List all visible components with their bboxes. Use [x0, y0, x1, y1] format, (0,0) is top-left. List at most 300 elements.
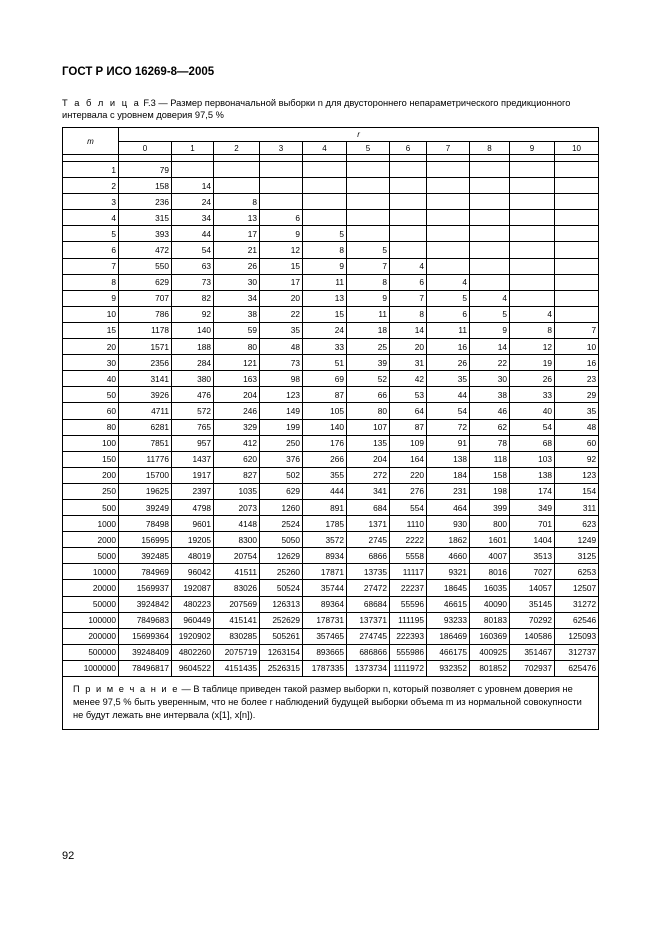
sample-size-cell: 6253 [555, 564, 599, 580]
sample-size-cell: 444 [303, 483, 347, 499]
m-value-cell: 6 [63, 242, 119, 258]
sample-size-cell: 786 [119, 306, 172, 322]
sample-size-cell [260, 162, 303, 178]
sample-size-cell: 1601 [470, 532, 510, 548]
sample-size-cell [555, 242, 599, 258]
sample-size-cell: 60 [555, 435, 599, 451]
sample-size-cell: 29 [555, 387, 599, 403]
sample-size-cell: 684 [347, 499, 390, 515]
spacer-cell [347, 155, 390, 162]
sample-size-cell: 87 [303, 387, 347, 403]
spacer-cell [303, 155, 347, 162]
sample-size-cell: 8016 [470, 564, 510, 580]
m-value-cell: 50 [63, 387, 119, 403]
sample-size-cell: 204 [347, 451, 390, 467]
sample-size-cell: 550 [119, 258, 172, 274]
sample-size-cell [555, 194, 599, 210]
sample-size-cell: 15 [260, 258, 303, 274]
sample-size-cell: 707 [119, 290, 172, 306]
sample-size-cell: 118 [470, 451, 510, 467]
table-row [63, 499, 599, 515]
sample-size-cell [347, 194, 390, 210]
sample-size-cell: 701 [510, 516, 555, 532]
sample-size-cell: 412 [214, 435, 260, 451]
sample-size-cell: 69 [303, 371, 347, 387]
table-row [63, 194, 599, 210]
sample-size-cell: 25 [347, 339, 390, 355]
spacer-cell [427, 155, 470, 162]
sample-size-cell: 68 [510, 435, 555, 451]
sample-size-cell: 4148 [214, 516, 260, 532]
sample-size-cell [427, 194, 470, 210]
sample-size-cell: 464 [427, 499, 470, 515]
sample-size-cell: 466175 [427, 644, 470, 660]
sample-size-cell: 266 [303, 451, 347, 467]
table-row [63, 355, 599, 371]
sample-size-cell: 92 [555, 451, 599, 467]
sample-size-cell: 149 [260, 403, 303, 419]
sample-size-cell: 207569 [214, 596, 260, 612]
sample-size-cell: 2075719 [214, 644, 260, 660]
spacer-row [63, 155, 599, 162]
sample-size-cell: 174 [510, 483, 555, 499]
sample-size-cell: 121 [214, 355, 260, 371]
sample-size-cell [172, 162, 214, 178]
sample-size-cell: 1437 [172, 451, 214, 467]
sample-size-cell: 1862 [427, 532, 470, 548]
sample-size-cell: 31 [390, 355, 427, 371]
sample-size-cell: 7027 [510, 564, 555, 580]
caption-label: Т а б л и ц а [62, 98, 141, 108]
sample-size-cell: 349 [510, 499, 555, 515]
sample-size-cell: 6 [427, 306, 470, 322]
sample-size-cell: 19205 [172, 532, 214, 548]
sample-size-cell: 765 [172, 419, 214, 435]
sample-size-cell: 30 [214, 274, 260, 290]
sample-size-cell: 312737 [555, 644, 599, 660]
sample-size-cell: 7849683 [119, 612, 172, 628]
table-row [63, 210, 599, 226]
sample-size-cell: 3924842 [119, 596, 172, 612]
sample-size-cell: 7851 [119, 435, 172, 451]
sample-size-cell: 12629 [260, 548, 303, 564]
sample-size-cell: 52 [347, 371, 390, 387]
sample-size-cell [510, 274, 555, 290]
sample-size-cell: 4151435 [214, 660, 260, 676]
sample-size-cell: 59 [214, 322, 260, 338]
m-value-cell: 1000 [63, 516, 119, 532]
sample-size-cell [390, 178, 427, 194]
sample-size-cell: 184 [427, 467, 470, 483]
sample-size-cell [470, 274, 510, 290]
sample-size-cell: 3513 [510, 548, 555, 564]
sample-size-cell: 5 [347, 242, 390, 258]
sample-size-cell: 107 [347, 419, 390, 435]
sample-size-cell: 8300 [214, 532, 260, 548]
sample-size-cell: 1571 [119, 339, 172, 355]
sample-size-cell: 623 [555, 516, 599, 532]
sample-size-cell: 625476 [555, 660, 599, 676]
sample-size-cell: 957 [172, 435, 214, 451]
table-row [63, 419, 599, 435]
sample-size-cell: 8 [510, 322, 555, 338]
sample-size-cell [555, 274, 599, 290]
sample-size-cell: 14 [172, 178, 214, 194]
sample-size-cell: 555986 [390, 644, 427, 660]
r-value-header: 8 [470, 142, 510, 155]
sample-size-cell: 22 [260, 306, 303, 322]
sample-size-cell: 125093 [555, 628, 599, 644]
m-value-cell: 500000 [63, 644, 119, 660]
table-row [63, 660, 599, 676]
r-value-header: 1 [172, 142, 214, 155]
sample-size-cell [347, 226, 390, 242]
sample-size-cell: 10 [555, 339, 599, 355]
sample-size-cell [470, 258, 510, 274]
sample-size-cell: 376 [260, 451, 303, 467]
sample-size-cell: 17 [214, 226, 260, 242]
sample-size-cell: 137371 [347, 612, 390, 628]
sample-size-cell: 156995 [119, 532, 172, 548]
sample-size-cell: 188 [172, 339, 214, 355]
sample-size-cell: 35 [427, 371, 470, 387]
sample-size-cell: 252629 [260, 612, 303, 628]
sample-size-cell [510, 226, 555, 242]
sample-size-cell: 6281 [119, 419, 172, 435]
r-value-header: 6 [390, 142, 427, 155]
table-row [63, 371, 599, 387]
spacer-cell [63, 155, 119, 162]
sample-size-cell: 40090 [470, 596, 510, 612]
sample-size-cell: 35 [555, 403, 599, 419]
sample-size-cell: 26 [427, 355, 470, 371]
sample-size-cell: 82 [172, 290, 214, 306]
table-row [63, 290, 599, 306]
sample-size-cell: 24 [303, 322, 347, 338]
table-row [63, 596, 599, 612]
table-row [63, 226, 599, 242]
sample-size-cell: 15700 [119, 467, 172, 483]
m-value-cell: 150 [63, 451, 119, 467]
sample-size-cell: 274745 [347, 628, 390, 644]
sample-size-cell [427, 162, 470, 178]
sample-size-cell: 93233 [427, 612, 470, 628]
m-value-cell: 9 [63, 290, 119, 306]
sample-size-cell: 893665 [303, 644, 347, 660]
m-value-cell: 2000 [63, 532, 119, 548]
sample-size-cell: 164 [390, 451, 427, 467]
sample-size-cell: 246 [214, 403, 260, 419]
m-value-cell: 20 [63, 339, 119, 355]
sample-size-cell: 39 [347, 355, 390, 371]
sample-size-cell [510, 290, 555, 306]
sample-size-cell: 7 [347, 258, 390, 274]
sample-size-cell: 311 [555, 499, 599, 515]
sample-size-cell: 13735 [347, 564, 390, 580]
sample-size-cell: 44 [172, 226, 214, 242]
table-row [63, 403, 599, 419]
sample-size-cell: 827 [214, 467, 260, 483]
sample-size-cell: 73 [172, 274, 214, 290]
sample-size-cell: 3141 [119, 371, 172, 387]
sample-size-cell [510, 178, 555, 194]
sample-size-cell: 87 [390, 419, 427, 435]
sample-size-cell [555, 178, 599, 194]
sample-size-cell: 33 [510, 387, 555, 403]
sample-size-cell [510, 194, 555, 210]
sample-size-cell: 126313 [260, 596, 303, 612]
r-group-header: r [119, 128, 599, 142]
sample-size-cell: 30 [470, 371, 510, 387]
sample-size-cell: 1785 [303, 516, 347, 532]
sample-size-cell: 6 [260, 210, 303, 226]
spacer-cell [510, 155, 555, 162]
table-row [63, 580, 599, 596]
sample-size-cell: 222393 [390, 628, 427, 644]
sample-size-cell [470, 242, 510, 258]
sample-size-cell: 3572 [303, 532, 347, 548]
sample-size-cell [303, 178, 347, 194]
sample-size-cell: 198 [470, 483, 510, 499]
m-value-cell: 5 [63, 226, 119, 242]
sample-size-cell: 801852 [470, 660, 510, 676]
m-value-cell: 1000000 [63, 660, 119, 676]
sample-size-cell: 11117 [390, 564, 427, 580]
table-caption [62, 98, 602, 121]
sample-size-cell: 341 [347, 483, 390, 499]
table-row [63, 483, 599, 499]
sample-size-cell: 4 [470, 290, 510, 306]
sample-size-cell: 16035 [470, 580, 510, 596]
sample-size-cell: 7 [555, 322, 599, 338]
table-row [63, 387, 599, 403]
sample-size-cell [390, 226, 427, 242]
sample-size-cell: 54 [510, 419, 555, 435]
sample-size-cell: 8 [214, 194, 260, 210]
table-row [63, 548, 599, 564]
sample-size-cell: 154 [555, 483, 599, 499]
sample-size-cell: 9601 [172, 516, 214, 532]
r-value-header: 2 [214, 142, 260, 155]
sample-size-cell: 231 [427, 483, 470, 499]
spacer-cell [470, 155, 510, 162]
sample-size-cell: 54 [427, 403, 470, 419]
table-row [63, 516, 599, 532]
sample-size-cell [214, 178, 260, 194]
sample-size-cell: 80183 [470, 612, 510, 628]
m-value-cell: 200 [63, 467, 119, 483]
sample-size-cell: 17871 [303, 564, 347, 580]
sample-size-cell: 392485 [119, 548, 172, 564]
sample-size-cell: 24 [172, 194, 214, 210]
sample-size-cell: 220 [390, 467, 427, 483]
table-row [63, 306, 599, 322]
sample-size-cell: 1920902 [172, 628, 214, 644]
sample-size-cell: 178731 [303, 612, 347, 628]
m-value-cell: 10 [63, 306, 119, 322]
sample-size-cell: 1787335 [303, 660, 347, 676]
sample-size-cell: 5050 [260, 532, 303, 548]
sample-size-cell [470, 162, 510, 178]
caption-text: — Размер первоначальной выборки n для двустороннего непараметрического предикционного интервала с уровнем доверия 97,5 % [62, 98, 571, 120]
sample-size-cell: 48 [260, 339, 303, 355]
sample-size-cell: 2356 [119, 355, 172, 371]
sample-size-cell [303, 210, 347, 226]
sample-size-cell: 355 [303, 467, 347, 483]
sample-size-cell: 9321 [427, 564, 470, 580]
sample-size-cell: 72 [427, 419, 470, 435]
sample-size-cell: 96042 [172, 564, 214, 580]
sample-size-cell: 400925 [470, 644, 510, 660]
table-row [63, 178, 599, 194]
sample-size-cell: 18 [347, 322, 390, 338]
sample-size-cell: 4 [390, 258, 427, 274]
sample-size-cell: 2073 [214, 499, 260, 515]
sample-size-cell: 1404 [510, 532, 555, 548]
sample-size-cell [390, 162, 427, 178]
table-note [63, 677, 599, 730]
sample-size-cell: 3125 [555, 548, 599, 564]
sample-size-cell: 1260 [260, 499, 303, 515]
sample-size-cell: 35145 [510, 596, 555, 612]
r-value-header: 10 [555, 142, 599, 155]
table-row [63, 612, 599, 628]
table-body [63, 155, 599, 730]
sample-size-cell: 14 [390, 322, 427, 338]
sample-size-cell: 2524 [260, 516, 303, 532]
sample-size-cell: 4660 [427, 548, 470, 564]
sample-size-cell: 8 [390, 306, 427, 322]
sample-size-cell: 138 [510, 467, 555, 483]
sample-size-cell: 357465 [303, 628, 347, 644]
sample-size-cell: 123 [260, 387, 303, 403]
sample-size-cell: 53 [390, 387, 427, 403]
sample-size-cell [555, 306, 599, 322]
sample-size-cell: 9 [347, 290, 390, 306]
sample-size-cell: 1917 [172, 467, 214, 483]
sample-size-cell: 98 [260, 371, 303, 387]
spacer-cell [555, 155, 599, 162]
sample-size-cell [555, 210, 599, 226]
sample-size-cell: 12507 [555, 580, 599, 596]
sample-size-cell: 702937 [510, 660, 555, 676]
sample-size-cell: 27472 [347, 580, 390, 596]
sample-size-cell: 1110 [390, 516, 427, 532]
m-value-cell: 80 [63, 419, 119, 435]
sample-size-cell: 176 [303, 435, 347, 451]
sample-size-cell: 830285 [214, 628, 260, 644]
table-row [63, 532, 599, 548]
m-value-cell: 7 [63, 258, 119, 274]
table-row [63, 564, 599, 580]
sample-size-cell: 192087 [172, 580, 214, 596]
sample-size-cell: 13 [303, 290, 347, 306]
sample-size-cell: 11 [427, 322, 470, 338]
page-number: 92 [62, 850, 75, 862]
sample-size-cell: 1371 [347, 516, 390, 532]
sample-size-cell: 13 [214, 210, 260, 226]
sample-size-cell: 34 [172, 210, 214, 226]
sample-size-cell: 17 [260, 274, 303, 290]
m-value-cell: 3 [63, 194, 119, 210]
table-row [63, 242, 599, 258]
sample-size-cell: 236 [119, 194, 172, 210]
m-value-cell: 20000 [63, 580, 119, 596]
sample-size-cell: 31272 [555, 596, 599, 612]
sample-size-cell [555, 258, 599, 274]
sample-size-cell: 35744 [303, 580, 347, 596]
sample-size-cell: 48019 [172, 548, 214, 564]
sample-size-cell: 140 [172, 322, 214, 338]
sample-size-cell: 39249 [119, 499, 172, 515]
sample-size-cell: 26 [510, 371, 555, 387]
table-row [63, 258, 599, 274]
m-column-header: m [63, 128, 119, 155]
sample-size-cell: 20 [260, 290, 303, 306]
sample-size-cell: 1178 [119, 322, 172, 338]
sample-size-cell: 250 [260, 435, 303, 451]
sample-size-cell [427, 258, 470, 274]
sample-size-cell: 315 [119, 210, 172, 226]
r-values-row [63, 142, 599, 155]
sample-size-cell: 7 [390, 290, 427, 306]
sample-size-cell: 204 [214, 387, 260, 403]
sample-size-cell: 12 [260, 242, 303, 258]
sample-size-cell: 160369 [470, 628, 510, 644]
sample-size-cell: 329 [214, 419, 260, 435]
sample-size-cell: 2222 [390, 532, 427, 548]
sample-size-cell: 18645 [427, 580, 470, 596]
sample-size-cell [347, 178, 390, 194]
sample-size-cell: 12 [510, 339, 555, 355]
sample-size-cell [214, 162, 260, 178]
standard-header: ГОСТ Р ИСО 16269-8—2005 [62, 66, 215, 78]
sample-size-cell: 158 [119, 178, 172, 194]
spacer-cell [214, 155, 260, 162]
sample-size-cell: 399 [470, 499, 510, 515]
sample-size-cell: 26 [214, 258, 260, 274]
r-value-header: 5 [347, 142, 390, 155]
sample-size-cell: 1249 [555, 532, 599, 548]
table-row [63, 274, 599, 290]
sample-size-cell: 1111972 [390, 660, 427, 676]
sample-size-cell [260, 178, 303, 194]
sample-size-cell: 14057 [510, 580, 555, 596]
note-label: П р и м е ч а н и е [73, 684, 179, 694]
m-value-cell: 15 [63, 322, 119, 338]
sample-size-cell: 1373734 [347, 660, 390, 676]
m-value-cell: 100 [63, 435, 119, 451]
sample-size-cell: 41511 [214, 564, 260, 580]
sample-size-cell: 4711 [119, 403, 172, 419]
sample-size-cell [347, 162, 390, 178]
r-value-header: 9 [510, 142, 555, 155]
sample-size-cell: 20 [390, 339, 427, 355]
m-value-cell: 5000 [63, 548, 119, 564]
sample-size-cell: 92 [172, 306, 214, 322]
sample-size-cell: 140586 [510, 628, 555, 644]
sample-size-cell [470, 194, 510, 210]
sample-size-cell [555, 162, 599, 178]
sample-size-cell: 930 [427, 516, 470, 532]
sample-size-cell: 960449 [172, 612, 214, 628]
sample-size-cell: 140 [303, 419, 347, 435]
m-value-cell: 8 [63, 274, 119, 290]
sample-size-cell: 51 [303, 355, 347, 371]
sample-size-cell [470, 178, 510, 194]
sample-size-cell: 476 [172, 387, 214, 403]
sample-size-cell [470, 210, 510, 226]
